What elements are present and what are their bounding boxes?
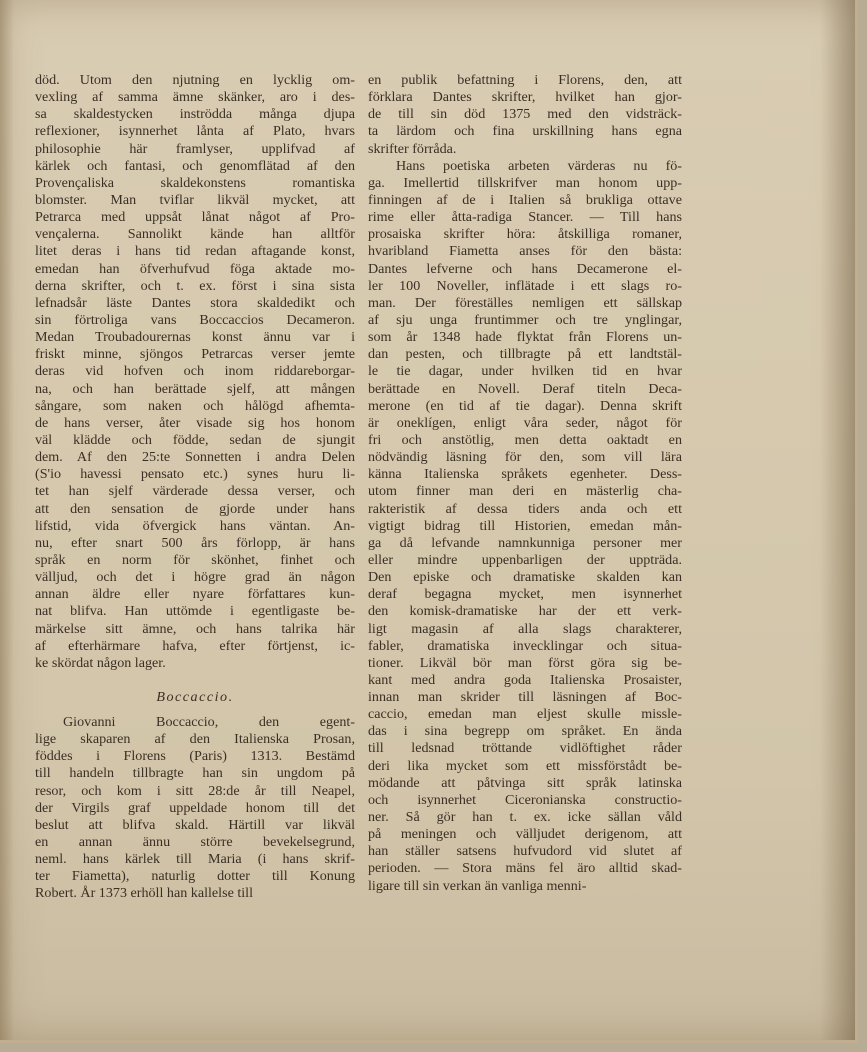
left-paragraph-2 bbox=[35, 714, 355, 903]
section-gap bbox=[35, 672, 355, 689]
text-line: de hans verser, åter visade sig hos honom bbox=[35, 414, 355, 431]
text-line: vigtigt bidrag till Historien, emedan mån- bbox=[368, 517, 682, 534]
text-line: dan pesten, och tillbragte på ett landtstäl- bbox=[368, 346, 682, 363]
text-line: dem. Af den 25:te Sonnetten i andra Delen bbox=[35, 449, 355, 466]
section-heading-boccaccio: Boccaccio. bbox=[156, 688, 234, 705]
text-line: neml. hans kärlek till Maria (i hans skrif- bbox=[35, 851, 355, 868]
text-line: sångare, som naken och hålögd afhemta- bbox=[35, 397, 355, 414]
text-line: Dantes lefverne och hans Decamerone el- bbox=[368, 260, 682, 277]
text-line: derna skrifter, och t. ex. först i sina sista bbox=[35, 277, 355, 294]
text-line: de till sin död 1375 med den vidsträck- bbox=[368, 106, 682, 123]
text-line: Medan Troubadourernas konst ännu var i bbox=[35, 329, 355, 346]
text-line: ler 100 Noveller, inflätade i ett slags ro- bbox=[368, 277, 682, 294]
text-line: utom finner man deri en mästerlig cha- bbox=[368, 483, 682, 500]
text-line: till ledsnad tröttande vidlöftighet råder bbox=[368, 740, 682, 757]
text-line: Den episke och dramatiske skalden kan bbox=[368, 569, 682, 586]
text-line: nat blifva. Han uttömde i egentligaste be- bbox=[35, 603, 355, 620]
text-line: Robert. År 1373 erhöll han kallelse till bbox=[35, 885, 254, 902]
text-line: lefnadsår läste Dantes stora skaldedikt och bbox=[35, 294, 355, 311]
text-line: resor, och kom i sitt 28:de år till Neapel, bbox=[35, 782, 355, 799]
text-line: den komisk-dramatiske har der ett verk- bbox=[368, 603, 682, 620]
text-line: nu, efter snart 500 års förlopp, är hans bbox=[35, 534, 355, 551]
left-paragraph-1 bbox=[35, 72, 355, 672]
text-line: das i sina begrepp om språket. En ända bbox=[368, 723, 682, 740]
text-line: reflexioner, isynnerhet lånta af Plato, hvars bbox=[35, 123, 355, 140]
text-line: blomster. Man tviflar likväl mycket, att bbox=[35, 191, 355, 208]
text-line: sa skaldestycken inströdda många djupa bbox=[35, 106, 355, 123]
right-paragraph-1 bbox=[368, 72, 682, 158]
text-line: na, och han berättade sjelf, att mången bbox=[35, 380, 355, 397]
text-line: berättade en Novell. Deraf titeln Deca- bbox=[368, 380, 682, 397]
text-line: död. Utom den njutning en lycklig om- bbox=[35, 72, 355, 88]
text-line: kärlek och fantasi, och genomflätad af den bbox=[35, 157, 355, 174]
text-line: Provençaliska skaldekonstens romantiska bbox=[35, 174, 355, 191]
text-line: är oneklígen, enligt våra seder, något för bbox=[368, 414, 682, 431]
text-line: Petrarca med uppsåt lånat något af Pro- bbox=[35, 209, 355, 226]
text-line: skrifter förråda. bbox=[368, 140, 457, 157]
text-line: finningen af de i Italien så brukliga ottave bbox=[368, 191, 682, 208]
text-line: eller mindre uppenbarligen der uppträda. bbox=[368, 551, 682, 568]
text-line: emedan han öfverhufvud föga aktade mo- bbox=[35, 260, 355, 277]
text-line: ke skördat någon lager. bbox=[35, 654, 166, 671]
text-line: förklara Dantes skrifter, hvilket han gjor- bbox=[368, 89, 682, 106]
text-line: le tie dagar, under hvilken tid en hvar bbox=[368, 363, 682, 380]
text-line: man. Der föreställes nemligen ett sällskap bbox=[368, 294, 682, 311]
text-line: han ställer satsens hufvudord vid slutet af bbox=[368, 843, 682, 860]
text-line: väl klädde och födde, sedan de sjungit bbox=[35, 431, 355, 448]
text-line: till handeln tillbragte han sin ungdom på bbox=[35, 765, 355, 782]
text-line: lifstid, vida öfvergick hans väntan. An- bbox=[35, 517, 355, 534]
text-line: lige skaparen af den Italienska Prosan, bbox=[35, 731, 355, 748]
text-line: ga då lefvande namnkunniga personer mer bbox=[368, 534, 682, 551]
text-line: rime eller åtta-radiga Stancer. — Till hans bbox=[368, 209, 682, 226]
text-line: fabler, dramatiska invecklingar och situa- bbox=[368, 637, 682, 654]
text-line: språk en norm för skönhet, finhet och bbox=[35, 551, 355, 568]
text-line: annan äldre eller nyare författares kun- bbox=[35, 586, 355, 603]
text-line: vençalerna. Sannolikt kände han alltför bbox=[35, 226, 355, 243]
text-line: deri lika mycket som ett missförstådt be- bbox=[368, 757, 682, 774]
text-line: ligare till sin verkan än vanliga menni- bbox=[368, 877, 587, 894]
text-line: merone (en tid af tie dagar). Denna skrift bbox=[368, 397, 682, 414]
text-line: ner. Så gör han t. ex. icke sällan våld bbox=[368, 809, 682, 826]
text-line: litet deras i hans tid redan aftagande konst, bbox=[35, 243, 355, 260]
text-line: att den sensation de gjorde under hans bbox=[35, 500, 355, 517]
text-line: (S'io havessi pensato etc.) synes huru li- bbox=[35, 466, 355, 483]
text-line: mödande att påtvinga sitt språk latinska bbox=[368, 774, 682, 791]
text-line: deraf begagna mycket, men isynnerhet bbox=[368, 586, 682, 603]
text-line: friskt minne, sjöngos Petrarcas verser jemte bbox=[35, 346, 355, 363]
text-line: som år 1348 hade flyktat från Florens un- bbox=[368, 329, 682, 346]
text-line: föddes i Florens (Paris) 1313. Bestämd bbox=[35, 748, 355, 765]
text-line: känna Italienska språkets egenheter. Dess- bbox=[368, 466, 682, 483]
text-line: fri och anstötlig, men detta oaktadt en bbox=[368, 431, 682, 448]
page-fold-shadow bbox=[820, 0, 855, 1040]
text-line: Giovanni Boccaccio, den egent- bbox=[63, 714, 355, 731]
right-paragraph-2 bbox=[368, 158, 682, 895]
text-line: af sju unga fruntimmer och tre ynglingar, bbox=[368, 311, 682, 328]
text-line: ligt magasin af alla slags charakterer, bbox=[368, 620, 682, 637]
text-line: Hans poetiska arbeten värderas nu fö- bbox=[396, 157, 682, 174]
text-line: perioden. — Stora mäns fel äro alltid skad- bbox=[368, 860, 682, 877]
text-line: märkelse sitt ämne, och hans talrika här bbox=[35, 620, 355, 637]
text-line: prosaiska skrifter höra: åtskilliga romaner, bbox=[368, 226, 682, 243]
text-line: och isynnerhet Ciceronianska constructio- bbox=[368, 791, 682, 808]
text-line: beslut att blifva skald. Härtill var likväl bbox=[35, 816, 355, 833]
text-line: ta lärdom och fina urskillning hans egna bbox=[368, 123, 682, 140]
text-line: nödvändig läsning för den, som vill lära bbox=[368, 449, 682, 466]
text-line: kant med andra goda Italienska Prosaister, bbox=[368, 671, 682, 688]
left-text-column bbox=[35, 72, 355, 903]
text-line: af efterhärmare hafva, efter förtjenst, ic- bbox=[35, 637, 355, 654]
right-text-column bbox=[368, 72, 682, 895]
text-line: en annan ännu större bevekelsegrund, bbox=[35, 834, 355, 851]
text-line: hvaribland Fiametta anses för den bästa: bbox=[368, 243, 682, 260]
text-line: en publik befattning i Florens, den, att bbox=[368, 72, 682, 88]
text-line: der Virgils graf uppeldade honom till det bbox=[35, 799, 355, 816]
text-line: tet han sjelf värderade dessa verser, och bbox=[35, 483, 355, 500]
text-line: tioner. Likväl bör man först göra sig be- bbox=[368, 654, 682, 671]
text-line: ter Fiametta), naturlig dotter till Konung bbox=[35, 868, 355, 885]
text-line: på meningen och välljudet derigenom, att bbox=[368, 826, 682, 843]
text-line: ga. Imellertid tillskrifver man honom upp- bbox=[368, 174, 682, 191]
text-line: deras vid hofven och inom riddareborgar- bbox=[35, 363, 355, 380]
text-line: philosophie här framlyser, upplifvad af bbox=[35, 140, 355, 157]
text-line: vexling af samma ämne skänker, aro i des- bbox=[35, 89, 355, 106]
text-line: caccio, emedan man eljest skulle missle- bbox=[368, 706, 682, 723]
text-line: sin förtroliga vans Boccaccios Decameron. bbox=[35, 311, 355, 328]
text-line: välljud, och det i högre grad än någon bbox=[35, 569, 355, 586]
text-line: innan man skrider till läsningen af Boc- bbox=[368, 689, 682, 706]
page-left-edge-shadow bbox=[0, 0, 14, 1040]
text-line: rakteristik af dessa tiders anda och ett bbox=[368, 500, 682, 517]
